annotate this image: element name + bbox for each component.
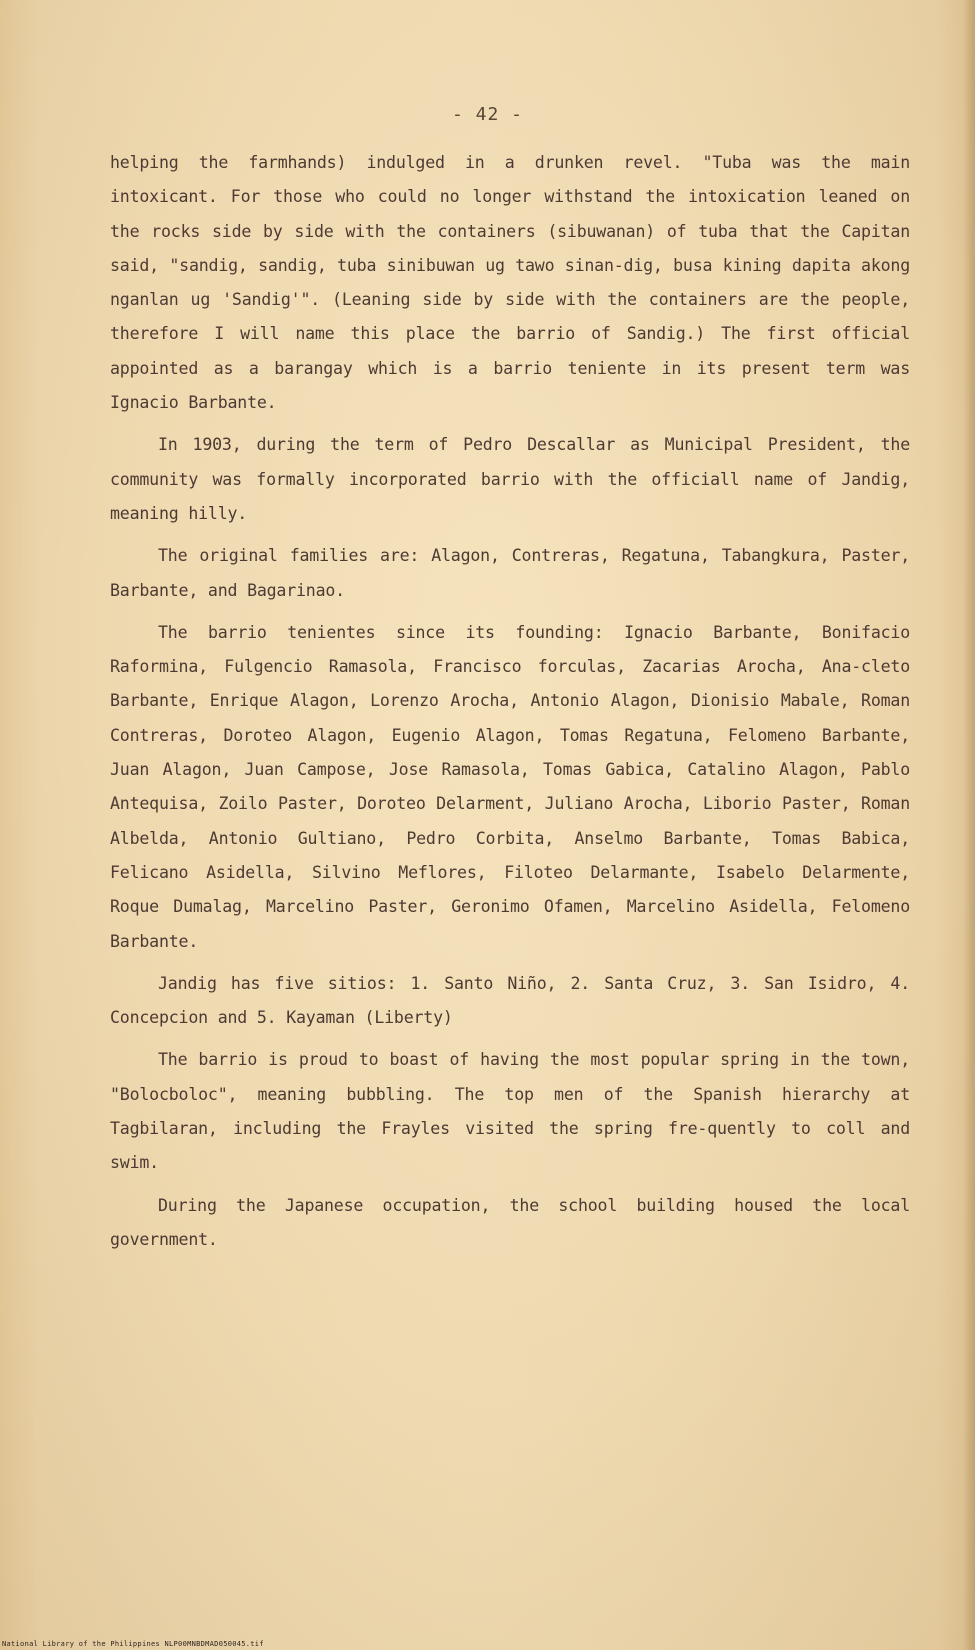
paragraph-incorporation: In 1903, during the term of Pedro Descallar as Municipal President, the community was formally incorporated barrio with the officiall name of Jandig, meaning hilly.: [110, 435, 910, 523]
paragraph-barrio-tenientes: The barrio tenientes since its founding: Ignacio Barbante, Bonifacio Raformina, Fulgencio Ramasola, Francisco forculas, Zacarias Arocha, Ana-cleto Barbante, Enrique Alagon, Lorenzo Arocha, Antonio Alagon, Dionisio Mabale, Roman Contreras, Doroteo Alagon, Eugenio Alagon, Tomas Regatuna, Felomeno Barbante, Juan Alagon, Juan Campose, Jose Ramasola, Tomas Gabica, Catalino Alagon, Pablo Antequisa, Zoilo Paster, Doroteo Delarment, Juliano Arocha, Liborio Paster, Roman Albelda, Antonio Gultiano, Pedro Corbita, Anselmo Barbante, Tomas Babica, Felicano Asidella, Silvino Meflores, Filoteo Delarmante, Isabelo Delarmente, Roque Dumalag, Marcelino Paster, Geronimo Ofamen, Marcelino Asidella, Felomeno Barbante.: [110, 622, 910, 951]
paragraph-sitios: Jandig has five sitios: 1. Santo Niño, 2. Santa Cruz, 3. San Isidro, 4. Concepcion and 5. Kayaman (Liberty): [110, 973, 910, 1028]
paragraph-japanese-occupation: During the Japanese occupation, the school building housed the local government.: [110, 1195, 910, 1249]
body-text: [110, 146, 910, 1257]
page-number: - 42 -: [451, 104, 524, 125]
paragraph-spring: The barrio is proud to boast of having the most popular spring in the town, "Bolocboloc", meaning bubbling. The top men of the Spanish hierarchy at Tagbilaran, including the Frayles visited the spring fre-quently to coll and swim.: [110, 1050, 910, 1173]
paragraph-origin: helping the farmhands) indulged in a drunken revel. "Tuba was the main intoxicant. For those who could no longer withstand the intoxication leaned on the rocks side by side with the containers (sibuwanan) of tuba that the Capitan said, "sandig, sandig, tuba sinibuwan ug tawo sinan-dig, busa kining dapita akong nganlan ug 'Sandig'". (Leaning side by side with the containers are the people, therefore I will name this place the barrio of Sandig.) The first official appointed as a barangay which is a barrio teniente in its present term was Ignacio Barbante.: [110, 153, 910, 413]
scan-footer: National Library of the Philippines NLP00MNBDMAD050045.tif: [2, 1640, 264, 1648]
paragraph-original-families: The original families are: Alagon, Contreras, Regatuna, Tabangkura, Paster, Barbante, and Bagarinao.: [110, 546, 910, 600]
